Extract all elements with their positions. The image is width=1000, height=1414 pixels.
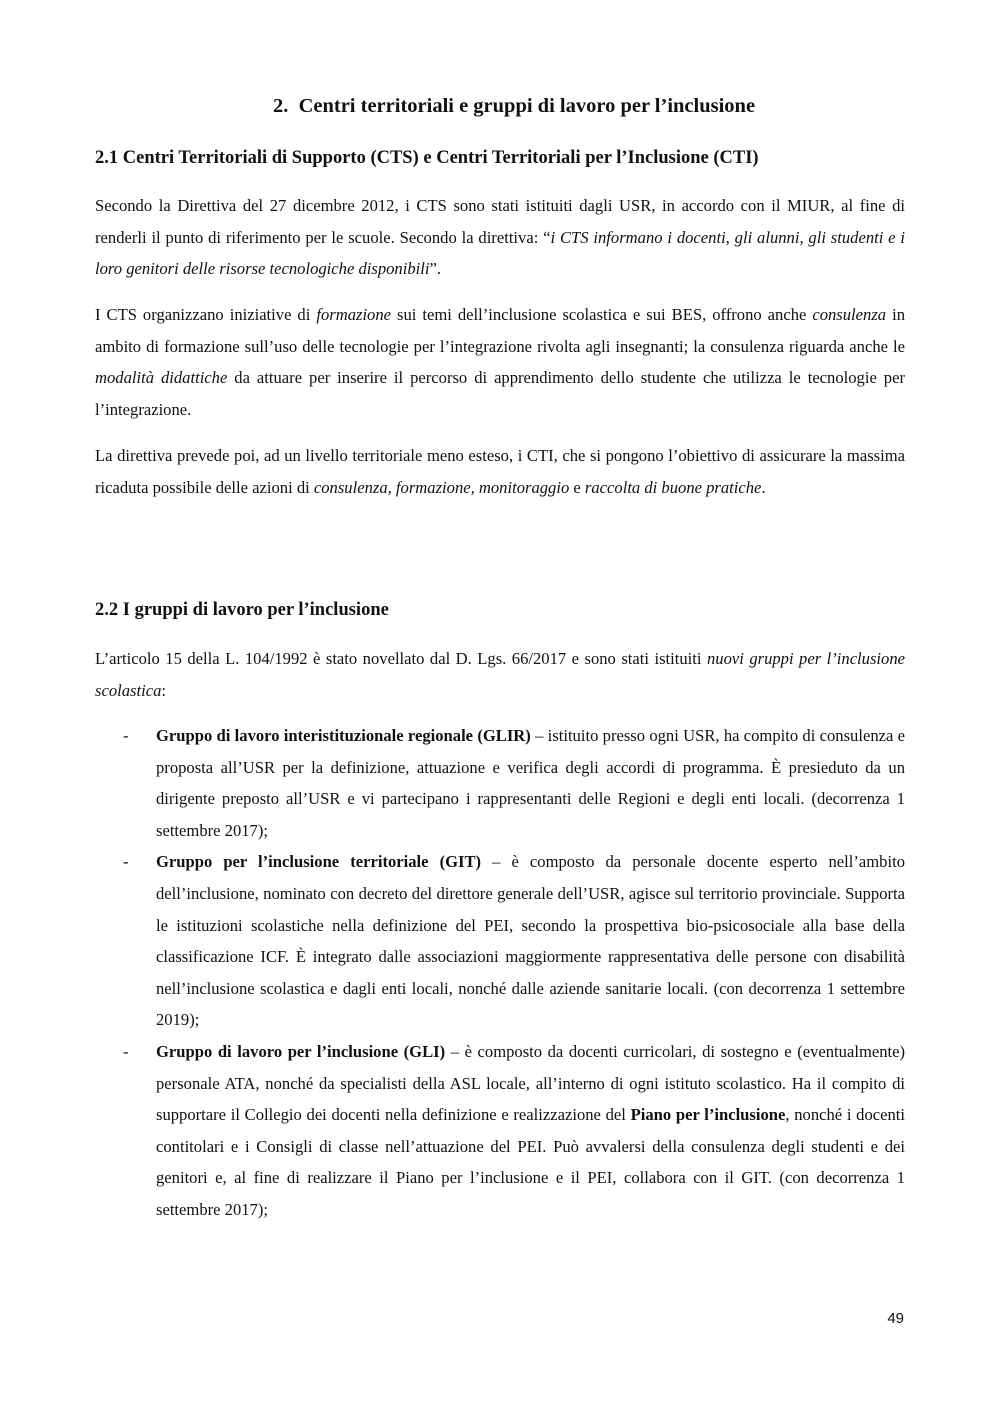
text-run: I CTS organizzano iniziative di: [95, 305, 317, 324]
list-dash: -: [123, 726, 129, 745]
text-run: :: [161, 680, 166, 700]
italic-term: modalità didattiche: [95, 368, 228, 388]
text-run: ”.: [429, 259, 441, 279]
italic-quote: i CTS informano i docenti, gli alunni, gli studenti e i loro genitori delle risorse tecnologiche disponibili: [95, 227, 905, 279]
list-dash: -: [123, 852, 129, 872]
paragraph-articolo-15: [95, 643, 905, 706]
paragraph-cts-iniziative: [95, 299, 905, 425]
section-heading-2-2: 2.2 I gruppi di lavoro per l’inclusione: [95, 600, 389, 620]
list-item-glir: [95, 720, 905, 846]
item-title: Gruppo di lavoro interistituzionale regionale (GLIR): [156, 726, 531, 745]
item-title: Gruppo di lavoro per l’inclusione (GLI): [156, 1041, 446, 1061]
item-text: , nonché i docenti contitolari e i Consigli di classe nell’attuazione del PEI. Può avvalersi della consulenza degli studenti e dei genitori e, al fine di realizzare il Piano per l’inclusione e il PEI, collabora con il GIT. (con decorrenza 1 settembre 2017);: [156, 1105, 906, 1219]
item-text: – è composto da docenti curricolari, di sostegno e (eventualmente) personale ATA, nonché da specialisti della ASL locale, all’interno di ogni istituto scolastico. Ha il compito di supportare il Collegio dei docenti nella definizione e realizzazione del: [156, 1041, 906, 1125]
page-number: 49: [887, 1310, 904, 1327]
paragraph-direttiva-cts: [95, 190, 905, 285]
italic-term: consulenza: [812, 305, 887, 324]
list-item-git: [95, 846, 905, 1036]
text-run: Secondo la Direttiva del 27 dicembre 2012, i CTS sono stati istituiti dagli USR, in accordo con il MIUR, al fine di renderli il punto di riferimento per le scuole. Secondo la direttiva: “: [95, 196, 905, 247]
italic-term: nuovi gruppi per l’inclusione scolastica: [95, 649, 905, 700]
text-run: .: [761, 477, 766, 497]
item-bold-term: Piano per l’inclusione: [630, 1105, 786, 1125]
item-title: Gruppo per l’inclusione territoriale (GIT): [156, 852, 482, 872]
text-run: La direttiva prevede poi, ad un livello territoriale meno esteso, i CTI, che si pongono l’obiettivo di assicurare la massima ricaduta possibile delle azioni di: [95, 446, 905, 497]
text-run: e: [569, 477, 585, 497]
chapter-title: 2. Centri territoriali e gruppi di lavoro per l’inclusione: [272, 95, 756, 117]
item-text: – è composto da personale docente esperto nell’ambito dell’inclusione, nominato con decreto del direttore generale dell’USR, agisce sul territorio provinciale. Supporta le istituzioni scolastiche nella definizione del PEI, secondo la prospettiva bio-psicosociale alla base della classificazione ICF. È integrato dalle associazioni maggiormente rappresentativa delle persone con disabilità nell’inclusione scolastica e dagli enti locali, nonché dalle aziende sanitarie locali. (con decorrenza 1 settembre 2019);: [156, 852, 905, 1030]
italic-term: formazione: [316, 305, 392, 324]
item-text: – istituito presso ogni USR, ha compito di consulenza e proposta all’USR per la definizione, attuazione e verifica degli accordi di programma. È presieduto da un dirigente preposto all’USR e vi partecipano i rappresentanti delle Regioni e degli enti locali. (decorrenza 1 settembre 2017);: [156, 726, 905, 840]
section-heading-2-1: 2.1 Centri Territoriali di Supporto (CTS) e Centri Territoriali per l’Inclusione (CTI): [95, 148, 759, 168]
gruppi-list: [95, 720, 905, 1226]
text-run: da attuare per inserire il percorso di apprendimento dello studente che utilizza le tecnologie per l’integrazione.: [95, 368, 905, 419]
italic-term: raccolta di buone pratiche: [584, 477, 762, 497]
text-run: in ambito di formazione sull’uso delle tecnologie per l’integrazione rivolta agli insegnanti; la consulenza riguarda anche le: [95, 305, 905, 356]
list-item-gli: [95, 1036, 905, 1226]
text-run: sui temi dell’inclusione scolastica e sui BES, offrono anche: [391, 305, 813, 324]
italic-term: consulenza, formazione, monitoraggio: [313, 477, 570, 497]
text-run: L’articolo 15 della L. 104/1992 è stato novellato dal D. Lgs. 66/2017 e sono stati istituiti: [95, 649, 707, 668]
list-dash: -: [123, 1041, 129, 1061]
paragraph-cti: [95, 440, 905, 503]
